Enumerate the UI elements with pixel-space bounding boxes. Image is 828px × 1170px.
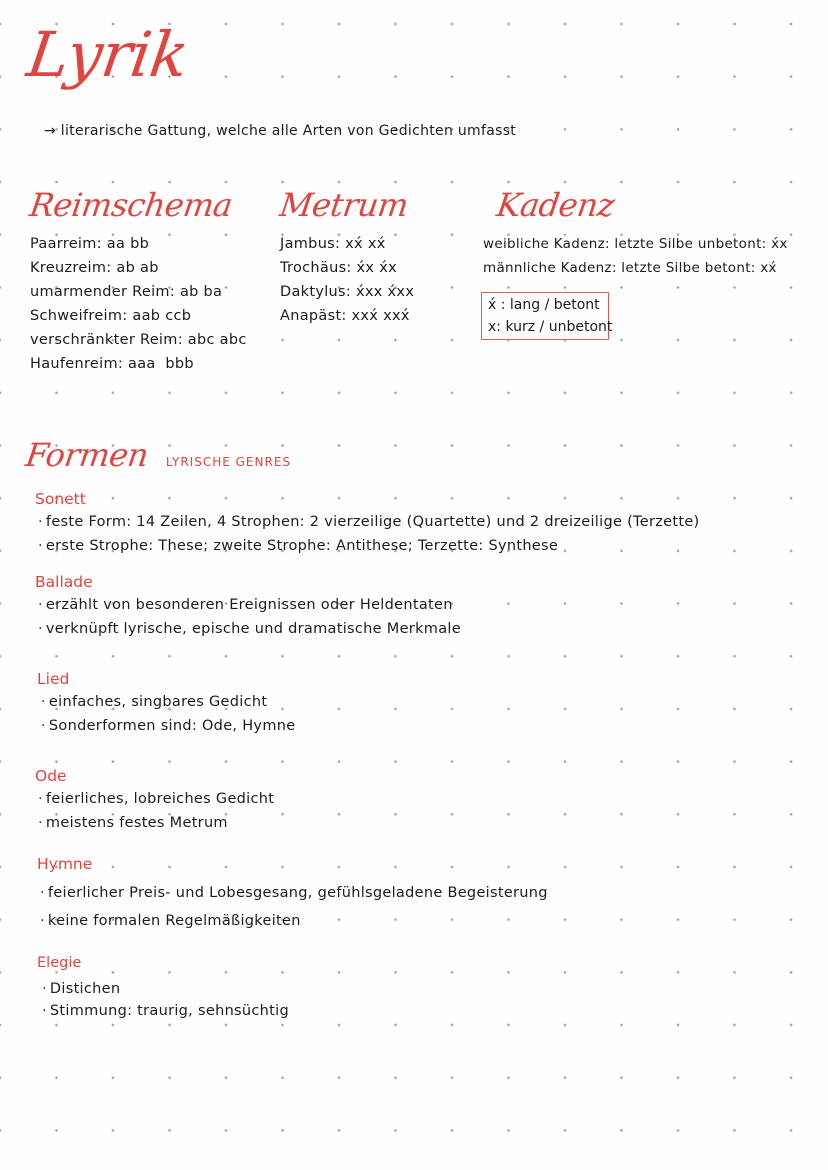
list-item: · erste Strophe: These; zweite Strophe: Antithese; Terzette: Synthese	[38, 534, 700, 558]
list-item: männliche Kadenz: letzte Silbe betont: xx́	[483, 260, 777, 276]
genre-lied	[37, 668, 295, 738]
list-item: verschränkter Reim: abc abc	[30, 332, 247, 348]
list-item: Paarreim: aa bb	[30, 236, 150, 252]
legend-stressed: x́ : lang / betont	[488, 297, 600, 313]
genre-title: Ode	[35, 767, 67, 785]
formen-subtitle: LYRISCHE GENRES	[165, 455, 292, 469]
genre-sonett	[35, 488, 700, 558]
genre-title: Hymne	[37, 855, 93, 873]
kadenz-heading: Kadenz	[494, 186, 617, 224]
definition-text: → literarische Gattung, welche alle Arten von Gedichten umfasst	[44, 123, 517, 139]
genre-title: Elegie	[37, 955, 82, 971]
formen-heading: Formen	[23, 436, 151, 474]
reimschema-heading: Reimschema	[27, 186, 235, 224]
list-item: Daktylus: x́xx x́xx	[280, 284, 415, 300]
metrum-list	[280, 232, 414, 328]
genre-ballade	[35, 571, 461, 641]
list-item: Schweifreim: aab ccb	[30, 308, 192, 324]
kadenz-section	[483, 186, 788, 280]
metrum-heading: Metrum	[277, 186, 411, 224]
genre-elegie	[37, 952, 289, 1022]
list-item: · verknüpft lyrische, epische und dramatische Merkmale	[38, 617, 461, 641]
genre-ode	[35, 765, 274, 835]
list-item: Kreuzreim: ab ab	[30, 260, 159, 276]
reimschema-list	[30, 232, 247, 376]
list-item: weibliche Kadenz: letzte Silbe unbetont: x́x	[483, 236, 788, 252]
list-item: · Stimmung: traurig, sehnsüchtig	[42, 1000, 289, 1022]
metrum-section	[277, 186, 415, 328]
list-item: · feierlicher Preis- und Lobesgesang, gefühlsgeladene Begeisterung	[40, 879, 548, 907]
genre-title: Lied	[37, 670, 70, 688]
list-item: · keine formalen Regelmäßigkeiten	[40, 907, 548, 935]
genre-hymne	[37, 853, 548, 935]
reimschema-section	[27, 186, 247, 376]
list-item: · Distichen	[42, 978, 289, 1000]
kadenz-list	[483, 232, 788, 280]
list-item: · einfaches, singbares Gedicht	[41, 690, 295, 714]
list-item: · erzählt von besonderen Ereignissen oder Heldentaten	[38, 593, 461, 617]
list-item: Anapäst: xxx́ xxx́	[280, 308, 410, 324]
list-item: · meistens festes Metrum	[38, 811, 274, 835]
page-title: Lyrik	[22, 18, 193, 91]
genre-title: Ballade	[35, 573, 93, 591]
list-item: Haufenreim: aaa bbb	[30, 356, 194, 372]
list-item: · feste Form: 14 Zeilen, 4 Strophen: 2 vierzeilige (Quartette) und 2 dreizeilige (Terzette)	[38, 510, 700, 534]
list-item: Trochäus: x́x x́x	[280, 260, 397, 276]
list-item: · Sonderformen sind: Ode, Hymne	[41, 714, 295, 738]
legend-unstressed: x: kurz / unbetont	[488, 319, 613, 335]
genre-title: Sonett	[35, 490, 86, 508]
formen-header	[23, 436, 292, 474]
legend-box	[481, 292, 613, 340]
list-item: umarmender Reim: ab ba	[30, 284, 223, 300]
list-item: Jambus: xx́ xx́	[280, 236, 386, 252]
list-item: · feierliches, lobreiches Gedicht	[38, 787, 274, 811]
